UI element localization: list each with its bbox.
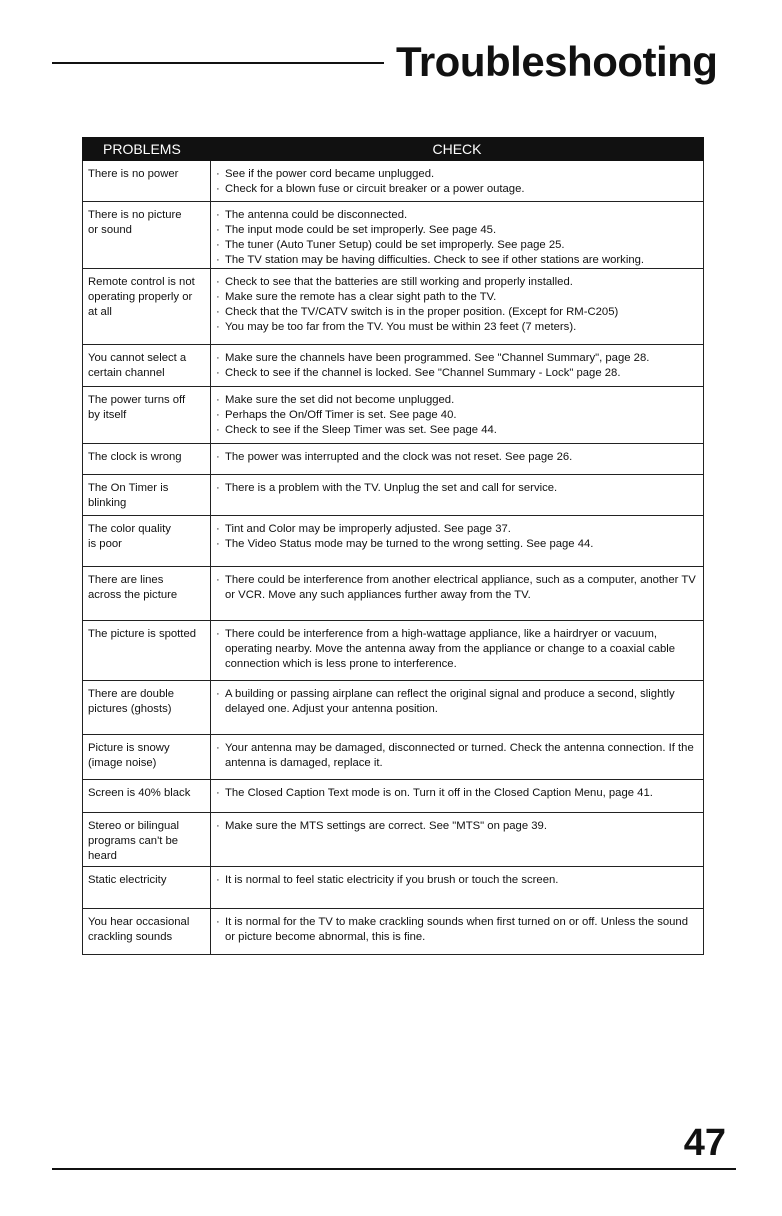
bullet-icon: · xyxy=(216,424,220,436)
title-rule xyxy=(52,62,384,64)
check-text: There is a problem with the TV. Unplug the set and call for service. xyxy=(225,482,558,494)
check-cell xyxy=(211,444,704,475)
check-list xyxy=(216,481,699,496)
check-text: Check to see if the Sleep Timer was set. See page 44. xyxy=(225,424,497,436)
check-text: Make sure the channels have been programmed. See "Channel Summary", page 28. xyxy=(225,352,650,364)
check-cell xyxy=(211,387,704,444)
check-text: Check for a blown fuse or circuit breaker or a power outage. xyxy=(225,183,525,195)
check-item xyxy=(216,537,699,552)
problem-cell: The clock is wrong xyxy=(83,444,211,475)
bullet-icon: · xyxy=(216,321,220,333)
problem-cell: The On Timer is blinking xyxy=(83,475,211,516)
check-text: It is normal for the TV to make crackling sounds when first turned on or off. Unless the sound or picture become abnormal, this is fine. xyxy=(225,916,688,943)
check-item xyxy=(216,305,699,320)
check-text: The input mode could be set improperly. See page 45. xyxy=(225,224,497,236)
check-text: There could be interference from a high-wattage appliance, like a hairdryer or vacuum, operating nearby. Move the antenna away from the appliance or change to a coaxial cable connection which is less prone to interference. xyxy=(225,628,676,670)
check-cell xyxy=(211,269,704,345)
check-list xyxy=(216,873,699,888)
check-item xyxy=(216,819,699,834)
check-cell xyxy=(211,621,704,681)
problem-cell: There is no power xyxy=(83,161,211,202)
troubleshooting-table xyxy=(82,137,704,955)
check-cell xyxy=(211,475,704,516)
bullet-icon: · xyxy=(216,276,220,288)
problem-cell: You cannot select a certain channel xyxy=(83,345,211,387)
bullet-icon: · xyxy=(216,183,220,195)
problem-cell: There are double pictures (ghosts) xyxy=(83,681,211,735)
check-item xyxy=(216,450,699,465)
bullet-icon: · xyxy=(216,352,220,364)
check-cell xyxy=(211,567,704,621)
check-list xyxy=(216,573,699,603)
check-text: It is normal to feel static electricity if you brush or touch the screen. xyxy=(225,874,559,886)
check-text: Tint and Color may be improperly adjusted. See page 37. xyxy=(225,523,511,535)
check-text: A building or passing airplane can reflect the original signal and produce a second, slightly delayed one. Adjust your antenna position. xyxy=(225,688,675,715)
check-list xyxy=(216,393,699,438)
check-text: There could be interference from another electrical appliance, such as a computer, another TV or VCR. Move any such appliances further away from the TV. xyxy=(225,574,696,601)
check-text: Your antenna may be damaged, disconnected or turned. Check the antenna connection. If the antenna is damaged, replace it. xyxy=(225,742,694,769)
check-item xyxy=(216,423,699,438)
problem-cell: The power turns off by itself xyxy=(83,387,211,444)
problem-cell: Remote control is not operating properly or at all xyxy=(83,269,211,345)
problem-cell: Screen is 40% black xyxy=(83,780,211,813)
check-item xyxy=(216,182,699,197)
bullet-icon: · xyxy=(216,239,220,251)
bullet-icon: · xyxy=(216,254,220,266)
check-item xyxy=(216,522,699,537)
check-cell xyxy=(211,735,704,780)
check-text: The antenna could be disconnected. xyxy=(225,209,408,221)
check-item xyxy=(216,275,699,290)
page-title: Troubleshooting xyxy=(396,38,718,85)
table-row xyxy=(83,516,704,567)
check-list xyxy=(216,741,699,771)
table-row xyxy=(83,567,704,621)
check-list xyxy=(216,915,699,945)
problem-cell: There are lines across the picture xyxy=(83,567,211,621)
check-cell xyxy=(211,813,704,867)
problem-cell: Static electricity xyxy=(83,867,211,909)
table-row xyxy=(83,475,704,516)
bullet-icon: · xyxy=(216,451,220,463)
check-cell xyxy=(211,780,704,813)
check-item xyxy=(216,627,699,672)
check-list xyxy=(216,819,699,834)
bullet-icon: · xyxy=(216,628,220,640)
check-cell xyxy=(211,909,704,955)
problem-cell: Picture is snowy (image noise) xyxy=(83,735,211,780)
check-item xyxy=(216,253,699,268)
problem-cell: Stereo or bilingual programs can't be heard xyxy=(83,813,211,867)
table-row xyxy=(83,813,704,867)
check-list xyxy=(216,522,699,552)
check-item xyxy=(216,393,699,408)
check-text: The power was interrupted and the clock was not reset. See page 26. xyxy=(225,451,573,463)
problem-cell: You hear occasional crackling sounds xyxy=(83,909,211,955)
check-item xyxy=(216,290,699,305)
check-item xyxy=(216,873,699,888)
bullet-icon: · xyxy=(216,874,220,886)
check-item xyxy=(216,481,699,496)
bullet-icon: · xyxy=(216,209,220,221)
check-header: CHECK xyxy=(211,138,704,161)
bullet-icon: · xyxy=(216,367,220,379)
bottom-rule xyxy=(52,1168,736,1170)
check-list xyxy=(216,627,699,672)
check-cell xyxy=(211,161,704,202)
check-item xyxy=(216,167,699,182)
check-list xyxy=(216,275,699,335)
problems-header: PROBLEMS xyxy=(83,138,211,161)
check-list xyxy=(216,786,699,801)
check-text: The Closed Caption Text mode is on. Turn it off in the Closed Caption Menu, page 41. xyxy=(225,787,653,799)
table-row xyxy=(83,387,704,444)
bullet-icon: · xyxy=(216,409,220,421)
bullet-icon: · xyxy=(216,820,220,832)
check-text: The TV station may be having difficulties. Check to see if other stations are working. xyxy=(225,254,645,266)
table-row xyxy=(83,161,704,202)
table-row xyxy=(83,269,704,345)
bullet-icon: · xyxy=(216,306,220,318)
page-number: 47 xyxy=(683,1122,726,1164)
problem-cell: The color quality is poor xyxy=(83,516,211,567)
bullet-icon: · xyxy=(216,574,220,586)
bullet-icon: · xyxy=(216,742,220,754)
check-text: The Video Status mode may be turned to the wrong setting. See page 44. xyxy=(225,538,594,550)
check-list xyxy=(216,351,699,381)
bullet-icon: · xyxy=(216,538,220,550)
problem-cell: The picture is spotted xyxy=(83,621,211,681)
check-list xyxy=(216,687,699,717)
check-text: You may be too far from the TV. You must be within 23 feet (7 meters). xyxy=(225,321,577,333)
bullet-icon: · xyxy=(216,523,220,535)
table-row xyxy=(83,202,704,269)
check-cell xyxy=(211,345,704,387)
check-cell xyxy=(211,867,704,909)
check-list xyxy=(216,208,699,268)
check-item xyxy=(216,786,699,801)
check-text: See if the power cord became unplugged. xyxy=(225,168,435,180)
check-item xyxy=(216,687,699,717)
bullet-icon: · xyxy=(216,291,220,303)
check-list xyxy=(216,167,699,197)
check-item xyxy=(216,366,699,381)
check-item xyxy=(216,573,699,603)
check-text: Make sure the set did not become unplugged. xyxy=(225,394,455,406)
bullet-icon: · xyxy=(216,482,220,494)
check-text: Check to see if the channel is locked. See "Channel Summary - Lock" page 28. xyxy=(225,367,621,379)
bullet-icon: · xyxy=(216,787,220,799)
table-row xyxy=(83,780,704,813)
check-text: Check that the TV/CATV switch is in the proper position. (Except for RM-C205) xyxy=(225,306,619,318)
bullet-icon: · xyxy=(216,168,220,180)
bullet-icon: · xyxy=(216,916,220,928)
check-item xyxy=(216,408,699,423)
check-text: Make sure the MTS settings are correct. See "MTS" on page 39. xyxy=(225,820,547,832)
table-header-row xyxy=(83,138,704,161)
check-cell xyxy=(211,202,704,269)
check-cell xyxy=(211,681,704,735)
problem-cell: There is no picture or sound xyxy=(83,202,211,269)
check-item xyxy=(216,351,699,366)
table-row xyxy=(83,867,704,909)
check-item xyxy=(216,741,699,771)
table-row xyxy=(83,909,704,955)
check-text: Make sure the remote has a clear sight path to the TV. xyxy=(225,291,497,303)
check-text: Perhaps the On/Off Timer is set. See page 40. xyxy=(225,409,457,421)
bullet-icon: · xyxy=(216,688,220,700)
table-row xyxy=(83,735,704,780)
check-list xyxy=(216,450,699,465)
check-item xyxy=(216,320,699,335)
table-body xyxy=(83,161,704,955)
table-row xyxy=(83,621,704,681)
bullet-icon: · xyxy=(216,224,220,236)
table-row xyxy=(83,345,704,387)
check-item xyxy=(216,915,699,945)
check-text: Check to see that the batteries are still working and properly installed. xyxy=(225,276,573,288)
table-row xyxy=(83,444,704,475)
check-item xyxy=(216,208,699,223)
check-item xyxy=(216,238,699,253)
check-item xyxy=(216,223,699,238)
check-text: The tuner (Auto Tuner Setup) could be set improperly. See page 25. xyxy=(225,239,565,251)
check-cell xyxy=(211,516,704,567)
bullet-icon: · xyxy=(216,394,220,406)
table-row xyxy=(83,681,704,735)
